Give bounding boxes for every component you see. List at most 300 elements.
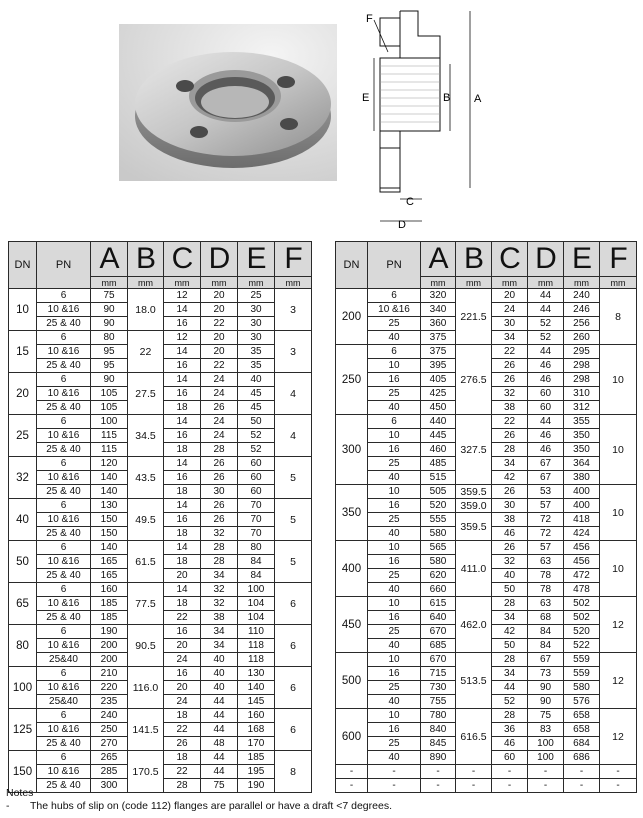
cell-pn: 25 & 40 xyxy=(37,485,91,499)
cell-pn: 25 xyxy=(368,681,421,695)
cell-a: 185 xyxy=(91,611,128,625)
cell-a: 445 xyxy=(421,429,456,443)
cell-dn: 20 xyxy=(9,373,37,415)
cell-pn: 16 xyxy=(368,723,421,737)
cell-dn: 450 xyxy=(336,597,368,653)
cell-e: 170 xyxy=(238,737,275,751)
cell-c: 18 xyxy=(164,597,201,611)
cell-empty: - xyxy=(421,765,456,779)
cell-d: 28 xyxy=(201,541,238,555)
cell-d: 100 xyxy=(528,737,564,751)
header-e: E xyxy=(238,242,275,277)
unit-e: mm xyxy=(564,277,600,289)
cell-e: 580 xyxy=(564,681,600,695)
cell-c: 34 xyxy=(492,331,528,345)
unit-b: mm xyxy=(456,277,492,289)
note-text: The hubs of slip on (code 112) flanges are parallel or have a draft <7 degrees. xyxy=(30,800,392,812)
dimension-table-left xyxy=(8,241,312,793)
cell-d: 44 xyxy=(201,695,238,709)
dim-label-c: C xyxy=(406,196,414,208)
cell-b: 61.5 xyxy=(128,541,164,583)
cell-c: 22 xyxy=(164,611,201,625)
cell-pn: 25&40 xyxy=(37,695,91,709)
cell-e: 310 xyxy=(564,387,600,401)
table-row xyxy=(336,289,637,303)
cell-b: 462.0 xyxy=(456,597,492,653)
cell-b: 43.5 xyxy=(128,457,164,499)
cell-c: 18 xyxy=(164,555,201,569)
cell-dn: 80 xyxy=(9,625,37,667)
cell-dn: 25 xyxy=(9,415,37,457)
cell-pn: 25 & 40 xyxy=(37,527,91,541)
cell-a: 780 xyxy=(421,709,456,723)
cell-e: 256 xyxy=(564,317,600,331)
header-c: C xyxy=(164,242,201,277)
cell-dn: 200 xyxy=(336,289,368,345)
header-f: F xyxy=(600,242,637,277)
cell-d: 83 xyxy=(528,723,564,737)
table-row xyxy=(9,289,312,303)
cell-d: 44 xyxy=(201,709,238,723)
cell-d: 72 xyxy=(528,527,564,541)
cell-b: 27.5 xyxy=(128,373,164,415)
cell-empty: - xyxy=(528,765,564,779)
cell-pn: 40 xyxy=(368,527,421,541)
cell-a: 580 xyxy=(421,527,456,541)
dim-label-f: F xyxy=(366,13,373,25)
table-row xyxy=(336,541,637,555)
unit-d: mm xyxy=(528,277,564,289)
table-row xyxy=(9,667,312,681)
cell-pn: 10 xyxy=(368,653,421,667)
cell-d: 67 xyxy=(528,653,564,667)
cell-c: 50 xyxy=(492,639,528,653)
cell-pn: 10 &16 xyxy=(37,765,91,779)
cell-d: 46 xyxy=(528,443,564,457)
cell-c: 28 xyxy=(492,597,528,611)
cell-c: 28 xyxy=(492,653,528,667)
cell-e: 298 xyxy=(564,373,600,387)
cell-e: 140 xyxy=(238,681,275,695)
cell-d: 67 xyxy=(528,471,564,485)
cell-pn: 25 xyxy=(368,737,421,751)
cell-empty: - xyxy=(600,779,637,793)
cell-e: 658 xyxy=(564,709,600,723)
cell-pn: 6 xyxy=(368,415,421,429)
cell-pn: 10 &16 xyxy=(368,303,421,317)
cell-a: 440 xyxy=(421,415,456,429)
header-f: F xyxy=(275,242,312,277)
cell-e: 520 xyxy=(564,625,600,639)
cell-dn: 15 xyxy=(9,331,37,373)
cell-c: 14 xyxy=(164,541,201,555)
unit-f: mm xyxy=(600,277,637,289)
cell-d: 44 xyxy=(528,345,564,359)
cell-pn: 25 xyxy=(368,625,421,639)
cell-pn: 25 & 40 xyxy=(37,401,91,415)
cell-c: 24 xyxy=(492,303,528,317)
cell-pn: 6 xyxy=(37,751,91,765)
cell-f: 5 xyxy=(275,499,312,541)
cell-a: 140 xyxy=(91,485,128,499)
cell-d: 40 xyxy=(201,667,238,681)
flange-photo xyxy=(119,24,337,181)
cell-c: 30 xyxy=(492,499,528,513)
cell-a: 220 xyxy=(91,681,128,695)
cell-e: 60 xyxy=(238,471,275,485)
header-pn: PN xyxy=(368,242,421,289)
table-row xyxy=(336,709,637,723)
cell-a: 320 xyxy=(421,289,456,303)
cell-pn: 10 &16 xyxy=(37,303,91,317)
cell-e: 658 xyxy=(564,723,600,737)
table-row xyxy=(9,583,312,597)
header-b: B xyxy=(128,242,164,277)
table-row xyxy=(9,499,312,513)
cell-dn: 32 xyxy=(9,457,37,499)
cell-pn: 25&40 xyxy=(37,653,91,667)
cell-pn: 16 xyxy=(368,611,421,625)
cell-c: 14 xyxy=(164,303,201,317)
cell-e: 130 xyxy=(238,667,275,681)
header-a: A xyxy=(421,242,456,277)
cell-e: 80 xyxy=(238,541,275,555)
cell-pn: 25 & 40 xyxy=(37,611,91,625)
cell-d: 63 xyxy=(528,555,564,569)
cell-e: 104 xyxy=(238,597,275,611)
cell-a: 505 xyxy=(421,485,456,499)
cell-a: 715 xyxy=(421,667,456,681)
cell-f: 6 xyxy=(275,667,312,709)
cell-e: 355 xyxy=(564,415,600,429)
cell-a: 95 xyxy=(91,359,128,373)
cell-d: 46 xyxy=(528,429,564,443)
cell-c: 34 xyxy=(492,457,528,471)
cell-c: 22 xyxy=(492,345,528,359)
cell-e: 576 xyxy=(564,695,600,709)
cell-c: 14 xyxy=(164,457,201,471)
cell-c: 38 xyxy=(492,513,528,527)
cell-empty: - xyxy=(336,779,368,793)
cell-pn: 10 &16 xyxy=(37,387,91,401)
note-item xyxy=(6,800,392,813)
cell-pn: 10 &16 xyxy=(37,429,91,443)
cell-a: 515 xyxy=(421,471,456,485)
cell-a: 140 xyxy=(91,541,128,555)
cell-c: 14 xyxy=(164,415,201,429)
cell-e: 456 xyxy=(564,541,600,555)
cell-d: 46 xyxy=(528,359,564,373)
cell-e: 118 xyxy=(238,653,275,667)
cell-d: 44 xyxy=(528,289,564,303)
cell-c: 26 xyxy=(492,429,528,443)
table-row xyxy=(336,499,637,513)
cell-pn: 6 xyxy=(37,541,91,555)
cell-pn: 10 &16 xyxy=(37,597,91,611)
cell-c: 24 xyxy=(164,653,201,667)
cell-e: 84 xyxy=(238,569,275,583)
cell-empty: - xyxy=(564,765,600,779)
cell-pn: 6 xyxy=(37,709,91,723)
cell-e: 472 xyxy=(564,569,600,583)
cell-a: 100 xyxy=(91,415,128,429)
table-row xyxy=(9,709,312,723)
cell-e: 380 xyxy=(564,471,600,485)
cell-f: 3 xyxy=(275,289,312,331)
cell-d: 34 xyxy=(201,639,238,653)
cell-pn: 10 xyxy=(368,597,421,611)
cell-c: 16 xyxy=(164,429,201,443)
cell-f: 10 xyxy=(600,541,637,597)
cell-c: 20 xyxy=(164,681,201,695)
cell-pn: 6 xyxy=(37,373,91,387)
cell-a: 375 xyxy=(421,331,456,345)
cell-a: 95 xyxy=(91,345,128,359)
table-row xyxy=(9,625,312,639)
cell-e: 100 xyxy=(238,583,275,597)
cell-e: 70 xyxy=(238,513,275,527)
cell-pn: 25 & 40 xyxy=(37,779,91,793)
cell-c: 40 xyxy=(492,569,528,583)
dim-label-a: A xyxy=(474,93,482,105)
cell-e: 104 xyxy=(238,611,275,625)
cell-c: 22 xyxy=(164,723,201,737)
cell-d: 48 xyxy=(201,737,238,751)
cell-e: 70 xyxy=(238,527,275,541)
cell-dn: 500 xyxy=(336,653,368,709)
cell-c: 32 xyxy=(492,555,528,569)
cell-a: 460 xyxy=(421,443,456,457)
cell-c: 16 xyxy=(164,625,201,639)
cell-e: 30 xyxy=(238,317,275,331)
cell-c: 42 xyxy=(492,625,528,639)
cell-c: 26 xyxy=(492,373,528,387)
cell-c: 38 xyxy=(492,401,528,415)
header-dn: DN xyxy=(9,242,37,289)
cell-d: 26 xyxy=(201,401,238,415)
cell-pn: 16 xyxy=(368,667,421,681)
cell-dn: 100 xyxy=(9,667,37,709)
cell-c: 26 xyxy=(492,541,528,555)
cell-a: 755 xyxy=(421,695,456,709)
cell-pn: 10 xyxy=(368,429,421,443)
cell-a: 360 xyxy=(421,317,456,331)
cell-d: 40 xyxy=(201,653,238,667)
cell-f: 12 xyxy=(600,653,637,709)
cell-c: 18 xyxy=(164,443,201,457)
cell-f: 10 xyxy=(600,415,637,485)
cell-c: 24 xyxy=(164,695,201,709)
cell-b: 411.0 xyxy=(456,541,492,597)
table-row xyxy=(9,457,312,471)
cell-c: 50 xyxy=(492,583,528,597)
cell-d: 67 xyxy=(528,457,564,471)
left-table-body xyxy=(9,289,312,793)
cell-e: 260 xyxy=(564,331,600,345)
cell-c: 20 xyxy=(492,289,528,303)
cell-b: 34.5 xyxy=(128,415,164,457)
cell-pn: 10 xyxy=(368,709,421,723)
cell-f: 3 xyxy=(275,331,312,373)
cell-d: 26 xyxy=(201,471,238,485)
cell-f: 6 xyxy=(275,583,312,625)
cell-pn: 10 xyxy=(368,359,421,373)
cell-b: 359.5 xyxy=(456,513,492,541)
cell-d: 63 xyxy=(528,597,564,611)
cell-e: 190 xyxy=(238,779,275,793)
cell-c: 12 xyxy=(164,331,201,345)
cell-empty: - xyxy=(492,765,528,779)
cell-f: 10 xyxy=(600,345,637,415)
cell-e: 110 xyxy=(238,625,275,639)
cell-a: 565 xyxy=(421,541,456,555)
cell-f: 8 xyxy=(600,289,637,345)
cell-c: 60 xyxy=(492,751,528,765)
cell-a: 845 xyxy=(421,737,456,751)
cell-e: 522 xyxy=(564,639,600,653)
unit-a: mm xyxy=(91,277,128,289)
cell-d: 72 xyxy=(528,513,564,527)
cell-pn: 10 &16 xyxy=(37,723,91,737)
header-pn: PN xyxy=(37,242,91,289)
cell-a: 395 xyxy=(421,359,456,373)
cell-pn: 25 xyxy=(368,317,421,331)
cell-a: 210 xyxy=(91,667,128,681)
cell-d: 44 xyxy=(528,303,564,317)
cell-b: 276.5 xyxy=(456,345,492,415)
cell-pn: 6 xyxy=(37,583,91,597)
cell-pn: 25 & 40 xyxy=(37,737,91,751)
cell-e: 298 xyxy=(564,359,600,373)
cell-e: 60 xyxy=(238,457,275,471)
cell-b: 22 xyxy=(128,331,164,373)
cell-d: 84 xyxy=(528,639,564,653)
cell-d: 30 xyxy=(201,485,238,499)
header-c: C xyxy=(492,242,528,277)
cell-pn: 25 & 40 xyxy=(37,443,91,457)
cell-e: 52 xyxy=(238,429,275,443)
table-row xyxy=(336,653,637,667)
cell-pn: 25 & 40 xyxy=(37,569,91,583)
cell-f: 12 xyxy=(600,597,637,653)
cell-empty: - xyxy=(564,779,600,793)
cell-a: 730 xyxy=(421,681,456,695)
cell-b: 170.5 xyxy=(128,751,164,793)
cell-a: 425 xyxy=(421,387,456,401)
cell-d: 26 xyxy=(201,513,238,527)
cell-c: 42 xyxy=(492,471,528,485)
cell-c: 20 xyxy=(164,639,201,653)
cell-d: 32 xyxy=(201,583,238,597)
unit-c: mm xyxy=(164,277,201,289)
cell-e: 246 xyxy=(564,303,600,317)
cell-d: 44 xyxy=(528,415,564,429)
cell-e: 40 xyxy=(238,373,275,387)
cell-d: 24 xyxy=(201,373,238,387)
cell-pn: 40 xyxy=(368,695,421,709)
cell-c: 22 xyxy=(164,765,201,779)
table-row xyxy=(9,373,312,387)
cell-c: 14 xyxy=(164,345,201,359)
cell-f: 8 xyxy=(275,751,312,793)
header-dn: DN xyxy=(336,242,368,289)
cell-pn: 10 xyxy=(368,541,421,555)
cell-f: 6 xyxy=(275,625,312,667)
cell-a: 200 xyxy=(91,639,128,653)
cell-pn: 40 xyxy=(368,583,421,597)
cell-b: 49.5 xyxy=(128,499,164,541)
cell-e: 400 xyxy=(564,485,600,499)
cell-b: 616.5 xyxy=(456,709,492,765)
cell-d: 34 xyxy=(201,569,238,583)
cell-a: 640 xyxy=(421,611,456,625)
cell-empty: - xyxy=(336,765,368,779)
cell-a: 80 xyxy=(91,331,128,345)
cell-a: 200 xyxy=(91,653,128,667)
cell-a: 300 xyxy=(91,779,128,793)
cell-c: 36 xyxy=(492,723,528,737)
table-row xyxy=(336,345,637,359)
cell-c: 34 xyxy=(492,611,528,625)
cell-e: 350 xyxy=(564,429,600,443)
cell-c: 32 xyxy=(492,387,528,401)
cell-e: 686 xyxy=(564,751,600,765)
cell-empty: - xyxy=(492,779,528,793)
cell-c: 52 xyxy=(492,695,528,709)
cell-d: 20 xyxy=(201,345,238,359)
cell-e: 45 xyxy=(238,387,275,401)
cell-empty: - xyxy=(368,779,421,793)
cell-d: 57 xyxy=(528,499,564,513)
cell-d: 52 xyxy=(528,317,564,331)
cell-dn: 50 xyxy=(9,541,37,583)
cell-d: 44 xyxy=(201,765,238,779)
table-row xyxy=(9,541,312,555)
cell-pn: 25 & 40 xyxy=(37,359,91,373)
cell-a: 485 xyxy=(421,457,456,471)
right-table-body xyxy=(336,289,637,793)
cell-pn: 6 xyxy=(37,457,91,471)
cell-c: 46 xyxy=(492,527,528,541)
unit-d: mm xyxy=(201,277,238,289)
cell-d: 90 xyxy=(528,695,564,709)
cell-a: 375 xyxy=(421,345,456,359)
cell-e: 559 xyxy=(564,653,600,667)
header-b: B xyxy=(456,242,492,277)
cell-a: 90 xyxy=(91,317,128,331)
cell-d: 57 xyxy=(528,541,564,555)
cell-dn: 600 xyxy=(336,709,368,765)
cell-a: 90 xyxy=(91,303,128,317)
cell-d: 53 xyxy=(528,485,564,499)
cell-pn: 25 xyxy=(368,387,421,401)
cell-e: 160 xyxy=(238,709,275,723)
cell-pn: 10 &16 xyxy=(37,555,91,569)
cell-d: 26 xyxy=(201,499,238,513)
cell-empty: - xyxy=(456,765,492,779)
cell-f: 6 xyxy=(275,709,312,751)
cell-b: 359.0 xyxy=(456,499,492,513)
cell-d: 60 xyxy=(528,387,564,401)
cell-b: 77.5 xyxy=(128,583,164,625)
cell-f: 4 xyxy=(275,415,312,457)
cell-a: 660 xyxy=(421,583,456,597)
cell-e: 684 xyxy=(564,737,600,751)
cell-c: 16 xyxy=(164,513,201,527)
dim-label-d: D xyxy=(398,219,406,231)
cell-a: 160 xyxy=(91,583,128,597)
cell-pn: 25 & 40 xyxy=(37,317,91,331)
